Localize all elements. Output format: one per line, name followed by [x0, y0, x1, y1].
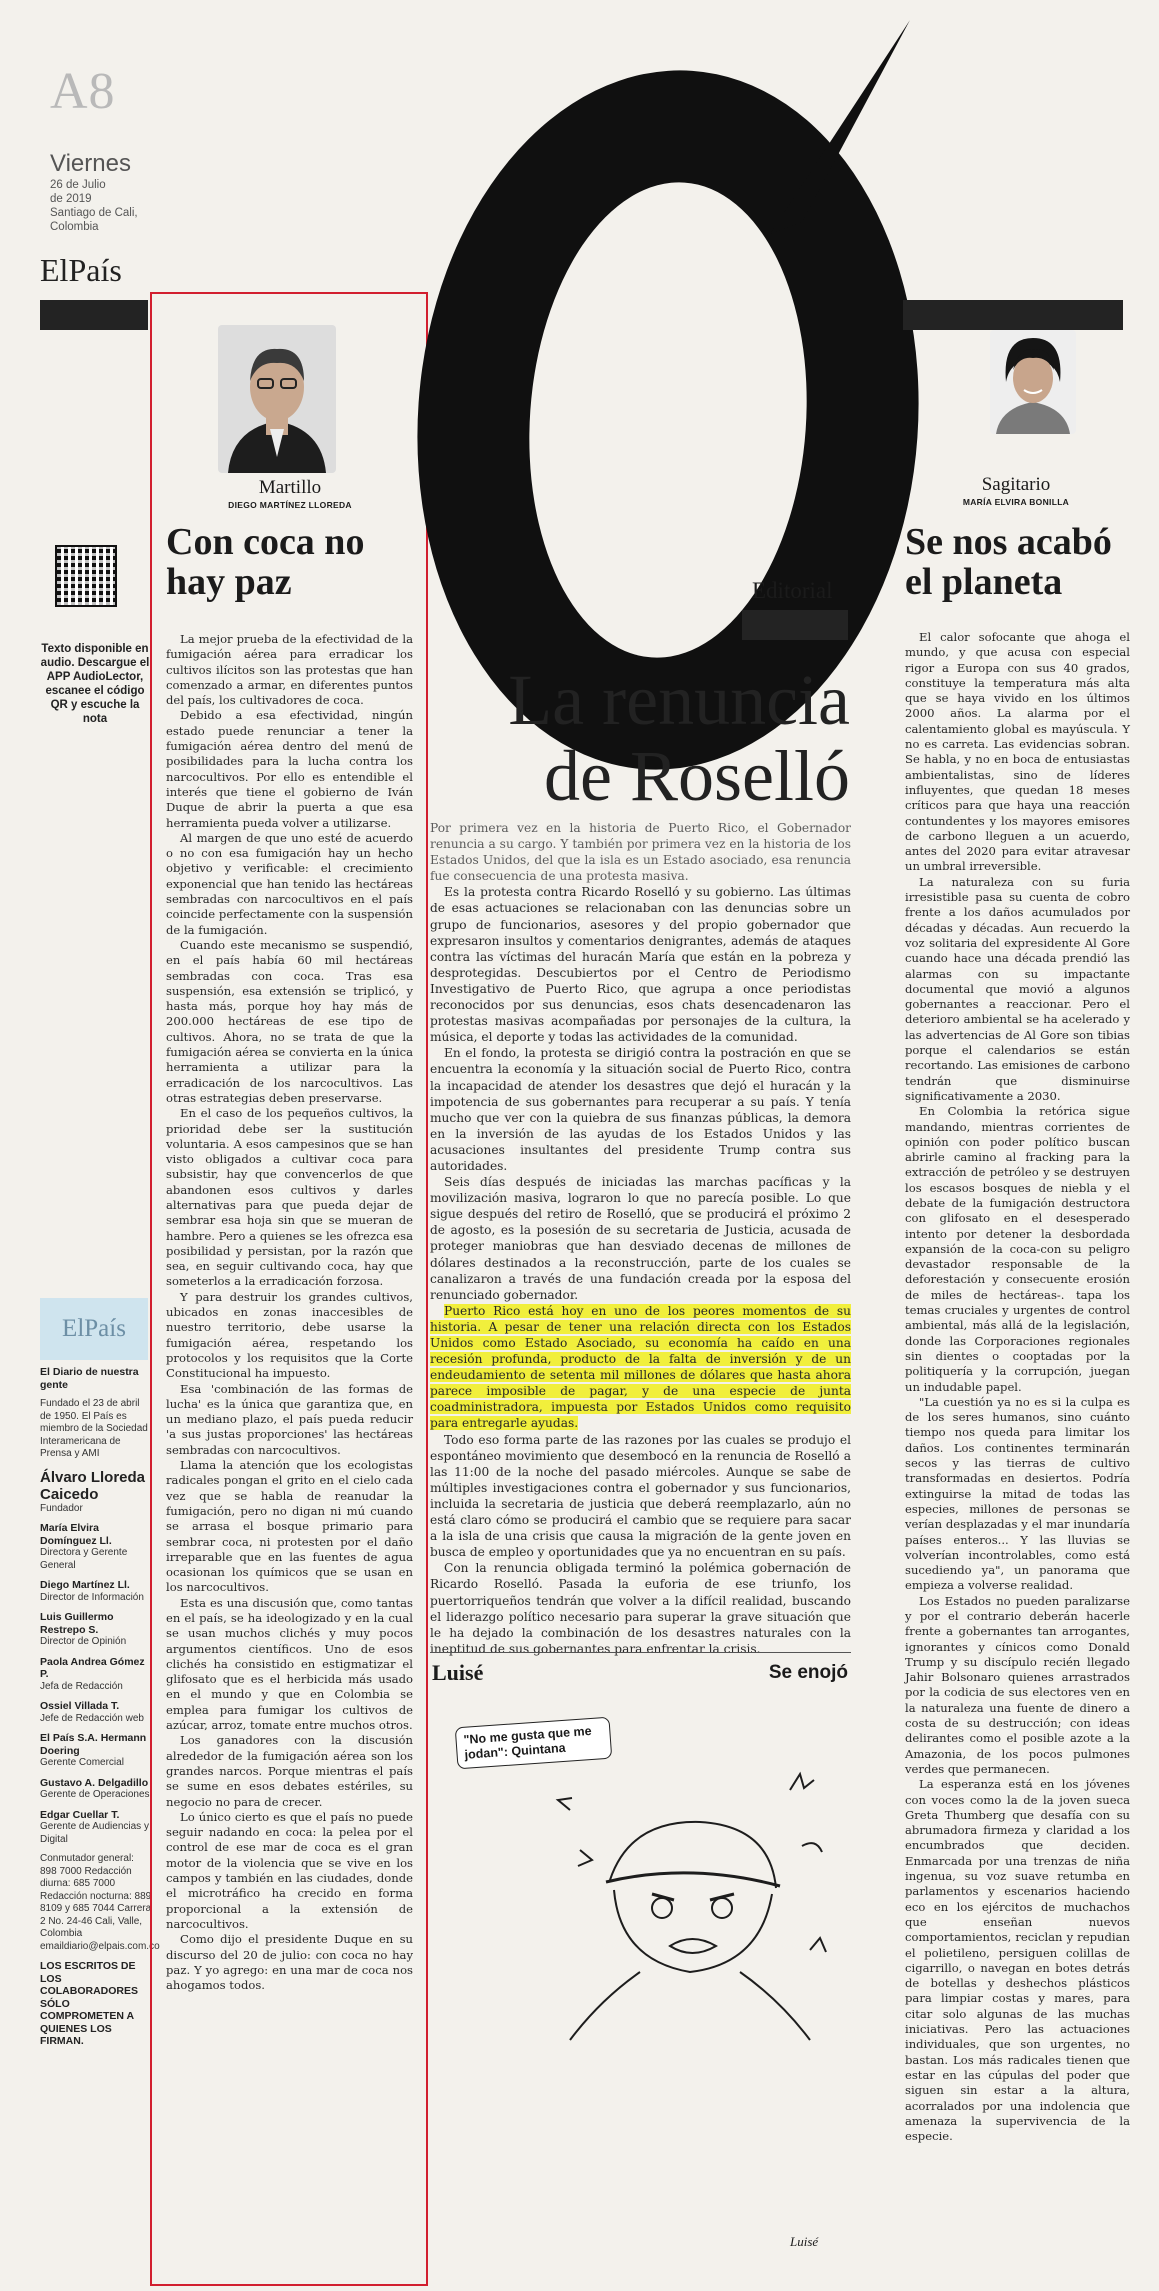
staff-entry: [40, 1700, 152, 1725]
editorial-bar: [742, 610, 848, 640]
right-author: MARÍA ELVIRA BONILLA: [962, 497, 1070, 507]
staff-name: Diego Martínez Ll.: [40, 1579, 130, 1591]
staff-name: Luis Guillermo Restrepo S.: [40, 1611, 114, 1636]
masthead-contact: Conmutador general: 898 7000 Redacción diurna: 685 7000 Redacción nocturna: 889 8109 y 685 7044 Carrera 2 No. 24-46 Cali, Valle, Colombia emaildiario@elpais.com.co: [40, 1853, 160, 1952]
staff-role: Jefa de Redacción: [40, 1680, 123, 1692]
right-body: [905, 630, 1130, 2144]
column-headline: Con coca no hay paz: [166, 521, 365, 603]
staff-role: Gerente Comercial: [40, 1757, 124, 1768]
cartoon-artist: Luisé: [432, 1660, 484, 1685]
qr-code-icon[interactable]: [55, 545, 117, 607]
right-section-bar: [903, 300, 1123, 330]
paragraph: La mejor prueba de la efectividad de la fumigación aérea para erradicar los cultivos ilícitos son las protestas que han comenzado a armar, en diferentes puntos del país, los cultivadores de coca.: [166, 632, 413, 708]
weekday: Viernes: [50, 150, 131, 177]
staff-role: Jefe de Redacción web: [40, 1712, 144, 1724]
cartoon-title: Se enojó: [768, 1662, 848, 1683]
staff-entry: [40, 1611, 152, 1649]
staff-name: María Elvira Domínguez Ll.: [40, 1522, 112, 1547]
right-headline: Se nos acabó el planeta: [905, 521, 1112, 603]
dateline: 26 de Julio de 2019 Santiago de Cali, Colombia: [50, 179, 138, 233]
paragraph: Como dijo el presidente Duque en su discurso del 20 de julio: con coca no hay paz. Y yo agrego: en una mar de coca nos ahogamos todos.: [166, 1932, 413, 1993]
paragraph: Llama la atención que los ecologistas radicales pongan el grito en el cielo cada vez que se habla de reanudar la fumigación, pero no digan ni mú cuando se arrasa el bosque primario para sembrar coca, ni protesten por el daño irreparable que en las fuentes de agua ocasionan los químicos que se usan en los narcocultivos.: [166, 1458, 413, 1595]
paragraph: La esperanza está en los jóvenes con voces como la de la joven sueca Greta Thumberg que desafía con su abrumadora firmeza y claridad a los encumbrados que deciden. Enmarcada por una trenzas de niña ingenua, su voz suave retumba en parlamentos y escenarios haciendo eco en los ejércitos de muchachos que enseñan nuevos comportamientos, reciclan y repudian el polietileno, persiguen colillas de cigarrillo, o navegan en botes detrás de botellas y deshechos plásticos para limpiar costas y mares, para citar solo algunas de las muchas iniciativas. Pero las actuaciones individuales, que son urgentes, no bastan. Los más radicales tienen que estar en las cúpulas del poder que siguen sin estar a la altura, acorralados por una indolencia que amenaza la supervivencia de la especie.: [905, 1777, 1130, 2144]
staff-entry: [40, 1522, 152, 1572]
column-body: [166, 632, 413, 1993]
paragraph: Lo único cierto es que el país no puede seguir nadando en coca: la pelea por el control de ese mar de coca es el gran motor de la violencia que se vive en los campos y también en las ciudades, donde el microtráfico ha crecido en forma proporcional a la extensión de narcocultivos.: [166, 1809, 413, 1931]
editorial-body: [430, 820, 851, 1657]
staff-entry: [40, 1656, 152, 1694]
paragraph: Al margen de que uno esté de acuerdo o no con esa fumigación hay un hecho objetivo y verificable: el crecimiento exponencial que han tenido las hectáreas sembradas con narcocultivos en el país coincide perfectamente con la suspensión de la fumigación.: [166, 830, 413, 937]
cartoon-rule: [430, 1652, 851, 1653]
staff-role: Director de Opinión: [40, 1636, 127, 1647]
qr-note: Texto disponible en audio. Descargue el APP AudioLector, escanee el código QR y escuche la nota: [40, 643, 150, 725]
paragraph: Con la renuncia obligada terminó la polémica gobernación de Ricardo Roselló. Pasada la euforia de ese triunfo, los puertorriqueños tendrán que volver a la difícil realidad, buscando el liderazgo político necesario para superar la grave situación que le ha dejado la combinación de los desastres naturales con la ineptitud de sus gobernantes para enfrentar la crisis.: [430, 1561, 851, 1656]
paragraph: Por primera vez en la historia de Puerto Rico, el Gobernador renuncia a su cargo. Y también por primera vez en la historia de los Estados Unidos, del que la isla es un Estado asociado, esa renuncia fue consecuencia de una protesta masiva.: [430, 821, 851, 884]
page-number: A8: [50, 63, 116, 120]
masthead-tagline: El Diario de nuestra gente: [40, 1366, 139, 1391]
paragraph: Debido a esa efectividad, ningún estado puede renunciar a tener la fumigación aérea dentro del menú de posibilidades para la lucha contra los narcocultivos. Por ello es entendible el interés que tiene el gobierno de Iván Duque de abrir la puerta a que esa herramienta pueda volver a utilizarse.: [166, 708, 413, 830]
staff-entry: [40, 1777, 152, 1802]
staff-name: El País S.A. Hermann Doering: [40, 1732, 147, 1757]
accent-mark-icon: [760, 12, 920, 242]
masthead-disclaimer: LOS ESCRITOS DE LOS COLABORADORES SÓLO COMPROMETEN A QUIENES LOS FIRMAN.: [40, 1960, 139, 2047]
section-bar: [40, 300, 148, 330]
paragraph: La naturaleza con su furia irresistible pasa su cuenta de cobro frente a los daños acumulados por décadas y décadas. Aun recuerdo la voz solitaria del expresidente Al Gore cuando hace una década prendió las alarmas con su impactante documental que movió a algunos gobernantes a reaccionar. Pero el deterioro ambiental se ha acelerado y las advertencias de Al Gore son tibias porque el calendarios se están recortando. Las emisiones de carbono tendrán que disminuirse significativamente a 2030.: [905, 874, 1130, 1103]
founder-role: Fundador: [40, 1502, 83, 1514]
cartoon-drawing: [540, 1750, 840, 2050]
staff-role: Gerente de Audiencias y Digital: [40, 1821, 149, 1845]
paragraph: Seis días después de iniciadas las marchas pacíficas y la movilización masiva, lograron lo que no parecía posible. Lo que sigue después del retiro de Roselló, que se producirá el próximo 2 de agosto, es la posesión de su secretaria de Justicia, acusada de proteger maniobras que han desviado decenas de millones de dólares destinados a la reconstrucción, parte de los cuales se canalizaron a través de una fundación creada por la esposa del renunciado gobernador.: [430, 1175, 851, 1302]
editorial-kicker: Editorial: [752, 578, 833, 603]
founder-name: Álvaro Lloreda Caicedo: [40, 1468, 146, 1503]
author-photo: [218, 325, 336, 473]
staff-name: Paola Andrea Gómez P.: [40, 1655, 145, 1680]
paragraph: Esta es una discusión que, como tantas en el país, se ha ideologizado y en la cual se usan muchos clichés y muy pocos argumentos científicos. Uno de esos clichés ha consistido en estigmatizar el glifosato que es el herbicida más usado en el mundo y que en Colombia se emplea para fumigar los cultivos de azúcar, arroz, tomate entre muchos otros.: [166, 1595, 413, 1733]
paragraph: Esa 'combinación de las formas de lucha' es la única que garantiza que, en un mediano plazo, el país pueda reducir 'a sus justas proporciones' las hectáreas sembradas con narcocultivos.: [166, 1381, 413, 1457]
staff-role: Director de Información: [40, 1591, 144, 1603]
paragraph: Puerto Rico está hoy en uno de los peores momentos de su historia. A pesar de tener una relación directa con los Estados Unidos como Estado Asociado, su economía ha caído en una recesión profunda, producto de la falta de inversión y de un endeudamiento de setenta mil millones de dólares que hasta ahora parece imposible de pagar, y de una especie de junta coadministradora, impuesta por Estados Unidos como requisito para entregarle ayudas.: [430, 1303, 851, 1431]
staff-entry: [40, 1732, 152, 1770]
paragraph: En Colombia la retórica sigue mandando, mientras corrientes de opinión con poder político buscan abrirle camino al fracking para la extracción de petróleo y se destruyen los escasos bosques de niebla y el debate de la fumigación destructora con glifosato en el desesperado intento por detener la desbordada expansión de la coca-con su peligro devastador responsable de la deforestación y consecuente erosión de miles de hectáreas-. tapa los temas cruciales y urgentes de control ambiental, más allá de la legislación, donde las Corporaciones regionales sin dientes o cooptadas por la politiquería y la corrupción, juegan un indudable papel.: [905, 1104, 1130, 1394]
paragraph: Cuando este mecanismo se suspendió, en el país había 60 mil hectáreas sembradas con coca. Tras esa suspensión, esa extensión se triplicó, y hasta más, porque hoy hay más de 200.000 hectáreas de ese tipo de cultivos. Ahora, no se trata de que la fumigación aérea se convierta en la única herramienta a utilizar para la erradicación de los narcocultivos. Las otras estrategias deben preservarse.: [166, 937, 413, 1105]
staff-role: Gerente de Operaciones: [40, 1789, 150, 1800]
paragraph: Los Estados no pueden paralizarse y por el contrario deberán hacerle frente a gobernantes tan arrogantes, ignorantes y cínicos como Donald Trump y su discípulo recién llegado Jahir Bolsonaro quienes arrastrados por la codicia de sus electores ven en la naturaleza una fuente de dinero a costa de su destrucción; con ideas delirantes como el posible azote a la Amazonia, de los pocos pulmones verdes que permanecen.: [905, 1593, 1130, 1776]
editorial-headline: La renuncia de Roselló: [508, 660, 850, 816]
paragraph: En el fondo, la protesta se dirigió contra la postración en que se encuentra la economía y la situación social de Puerto Rico, contra la incapacidad de atender los desastres que dejó el huracán y la impotencia de sus gobernantes para recuperar a su país. Y tenía mucho que ver con la quiebra de sus finanzas públicas, la demora en la inversión de las ayudas de los Estados Unidos y las acusaciones insultantes del presidente Trump contra sus autoridades.: [430, 1046, 851, 1173]
paragraph: En el caso de los pequeños cultivos, la prioridad debe ser la sustitución voluntaria. A esos campesinos que se han visto obligados a cultivar coca para subsistir, hay que convencerlos de que abandonen esos cultivos y darles alternativas para que pueda dejar de sembrar esa hoja sin que se mueran de hambre. Pero a quienes se les ofrezca esa posibilidad y persistan, por la razón que sea, en seguir cultivando coca, hay que someterlos a la erradicación forzosa.: [166, 1106, 413, 1289]
staff-name: Edgar Cuellar T.: [40, 1808, 120, 1821]
masthead-founded: Fundado el 23 de abril de 1950. El País es miembro de la Sociedad Interamericana de Prensa y AMI: [40, 1398, 148, 1459]
masthead-logo: ElPaís: [40, 1298, 148, 1360]
paragraph: El calor sofocante que ahoga el mundo, y que acusa con especial rigor a Europa con sus 40 grados, constituye la temperatura más alta que se haya vivido en los últimos 2000 años. La alarma por el calentamiento global es mayúscula. Y no es carreta. Las evidencias sobran. Se habla, y no en boca de entusiastas ambientalistas, sino de líderes influyentes, que quedan 18 meses críticos para que haya una reacción contundentes y los mayores emisores de carbono lleguen a un acuerdo, antes del 2020 para evitar atravesar un umbral irreversible.: [905, 630, 1130, 874]
right-section-name: Sagitario: [981, 474, 1051, 495]
masthead: [40, 1298, 160, 2048]
paragraph: Es la protesta contra Ricardo Roselló y su gobierno. Las últimas de esas actuaciones se relacionaban con las denuncias sobre un grupo de funcionarios, asesores y del propio gobernador que expresaron insultos y comentarios denigrantes, además de ataques contra las víctimas del huracán María que están en la pobreza y desprotegidas. Descubiertos por el Centro de Periodismo Investigativo de Puerto Rico, que agrupa a once periodistas reconocidos por sus denuncias, esos chats desencadenaron las protestas masivas acompañadas por personajes de la cultura, la música, el deporte y todas las actividades de la comunidad.: [430, 885, 851, 1045]
column-section-name: Martillo: [258, 477, 322, 498]
staff-entry: [40, 1579, 152, 1604]
staff-name: Ossiel Villada T.: [40, 1700, 120, 1712]
paragraph: Y para destruir los grandes cultivos, ubicados en zonas inaccesibles de nuestro territorio, debe usarse la fumigación aérea, respetando los protocolos y los requisitos que la Corte Constitucional ha impuesto.: [166, 1289, 413, 1381]
paragraph: Todo eso forma parte de las razones por las cuales se produjo el espontáneo movimiento que desembocó en la renuncia de Roselló a las 11:00 de la noche del pasado miércoles. Aunque se sabe de múltiples investigaciones contra el gobernador y sus funcionarios, incluida la secretaria de justicia que deberá reemplazarlo, aún no está claro cómo se producirá el cambio que se requiere para sacar a la isla de una crisis que causa la migración de la gente joven en busca de empleo y oportunidades que ya no encuentran en su país.: [430, 1432, 851, 1560]
author-photo-right: [990, 330, 1076, 434]
newspaper-logo: ElPaís: [40, 252, 122, 288]
staff-role: Directora y Gerente General: [40, 1547, 128, 1571]
staff-entry: [40, 1809, 152, 1847]
paragraph: "La cuestión ya no es si la culpa es de los seres humanos, sino cuánto tiempo nos queda para limitar los daños. Los continentes terminarán secos y las tierras de cultivo transformadas en desiertos. Podría extinguirse la mitad de todas las especies, millones de personas se verían desplazadas y el mar inundaría países enteros... Y las lluvias se volverían incontrolables, como está sucediendo ya", un panorama que empieza a volverse realidad.: [905, 1394, 1130, 1593]
cartoon-speech-bubble: "No me gusta que me jodan": Quintana: [455, 1717, 613, 1770]
cartoon-signature: Luisé: [790, 2234, 819, 2249]
staff-name: Gustavo A. Delgadillo: [40, 1776, 149, 1789]
paragraph: Los ganadores con la discusión alrededor de la fumigación aérea son los grandes narcos. Porque mientras el país se sume en esos debates estériles, su negocio no para de crecer.: [166, 1733, 413, 1809]
column-author: DIEGO MARTÍNEZ LLOREDA: [228, 500, 352, 510]
